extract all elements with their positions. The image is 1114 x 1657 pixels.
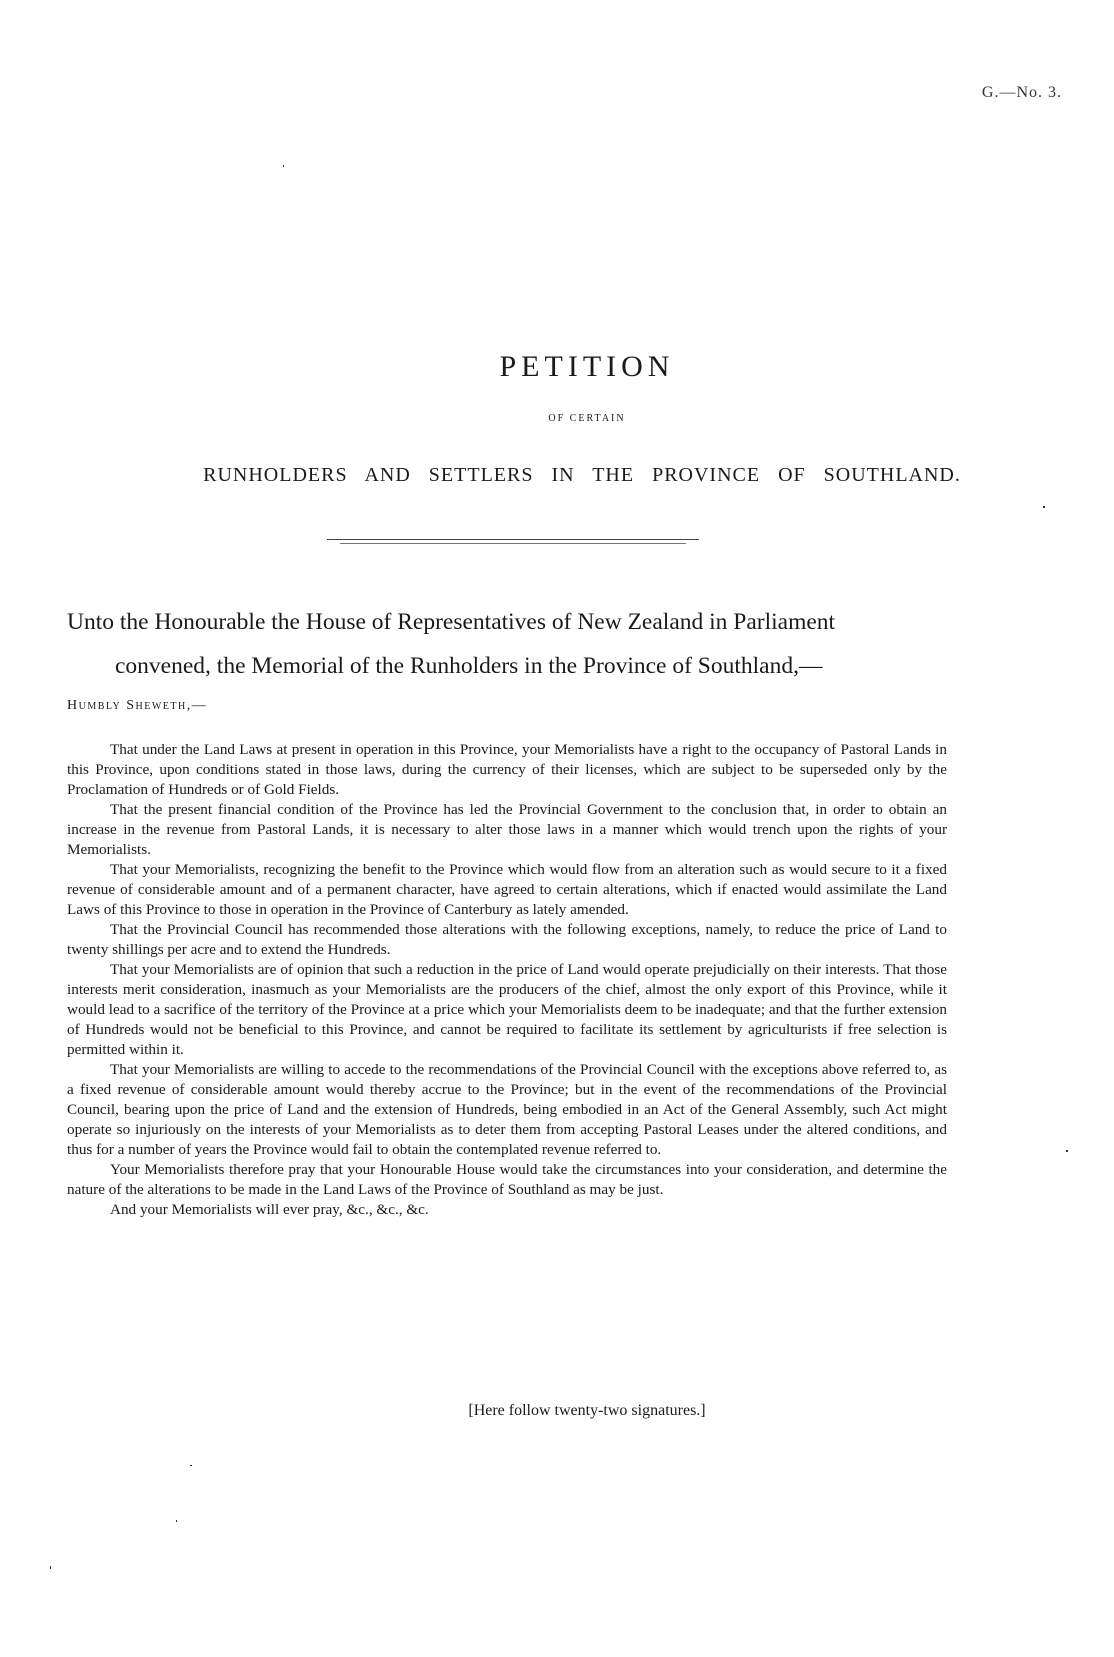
paragraph-6: That your Memorialists are willing to accede to the recommendations of the Provincial Council with the exceptions above referred to, as a fixed revenue of considerable amount would thereby accrue to the Province; but in the event of the recommendations of the Provincial Council, bearing upon the price of Land and the extension of Hundreds, being embodied in an Act of the General Assembly, such Act might operate so injuriously on the interests of your Memorialists as to deter them from accepting Pastoral Leases under the altered conditions, and thus for a number of years the Province would fail to obtain the contemplated revenue referred to. [67,1061,947,1158]
address-line-1: Unto the Honourable the House of Representatives of New Zealand in Parliament [67,609,836,635]
salutation: Humbly Sheweth,— [67,698,208,713]
divider-rule-secondary [340,543,686,544]
scan-speck [1043,506,1045,508]
scan-speck [190,1465,192,1466]
address-line-2: convened, the Memorial of the Runholders in the Province of Southland,— [115,653,823,679]
scan-speck [176,1520,177,1522]
document-heading: RUNHOLDERS AND SETTLERS IN THE PROVINCE OF SOUTHLAND. [203,464,961,486]
paragraph-5: That your Memorialists are of opinion that such a reduction in the price of Land would operate prejudicially on their interests. That those interests merit consideration, inasmuch as your Memorialists are the producers of the chief, almost the only export of this Province, while it would lead to a sacrifice of the territory of the Province at a price which your Memorialists deem to be inadequate; and that the further extension of Hundreds would not be beneficial to this Province, and cannot be required to facilitate its settlement by agriculturists if free selection is permitted within it. [67,961,947,1058]
document-subtitle: OF CERTAIN [548,413,626,424]
paragraph-3: That your Memorialists, recognizing the benefit to the Province which would flow from an alteration such as would secure to it a fixed revenue of considerable amount and of a permanent character, have agreed to certain alterations, which if enacted would assimilate the Land Laws of this Province to those in operation in the Province of Canterbury as lately amended. [67,861,947,918]
document-title: PETITION [499,350,675,383]
paragraph-7: Your Memorialists therefore pray that your Honourable House would take the circumstances into your consideration, and determine the nature of the alterations to be made in the Land Laws of the Province of Southland as may be just. [67,1161,947,1198]
page-reference: G.—No. 3. [981,84,1062,101]
paragraph-2: That the present financial condition of the Province has led the Provincial Government to the conclusion that, in order to obtain an increase in the revenue from Pastoral Lands, it is necessary to alter those laws in a manner which would trench upon the rights of your Memorialists. [67,801,947,858]
address-block [67,600,947,688]
scan-speck [283,165,284,167]
petition-body [67,740,947,1220]
scan-speck [50,1566,51,1569]
divider-rule [327,539,699,540]
signatures-note: [Here follow twenty-two signatures.] [468,1402,706,1419]
paragraph-1: That under the Land Laws at present in operation in this Province, your Memorialists have a right to the occupancy of Pastoral Lands in this Province, upon conditions stated in those laws, during the currency of their licenses, which are subject to be superseded only by the Proclamation of Hundreds or of Gold Fields. [67,741,947,798]
scan-speck [1066,1150,1068,1152]
paragraph-8: And your Memorialists will ever pray, &c., &c., &c. [110,1201,429,1218]
paragraph-4: That the Provincial Council has recommended those alterations with the following exceptions, namely, to reduce the price of Land to twenty shillings per acre and to extend the Hundreds. [67,921,947,958]
